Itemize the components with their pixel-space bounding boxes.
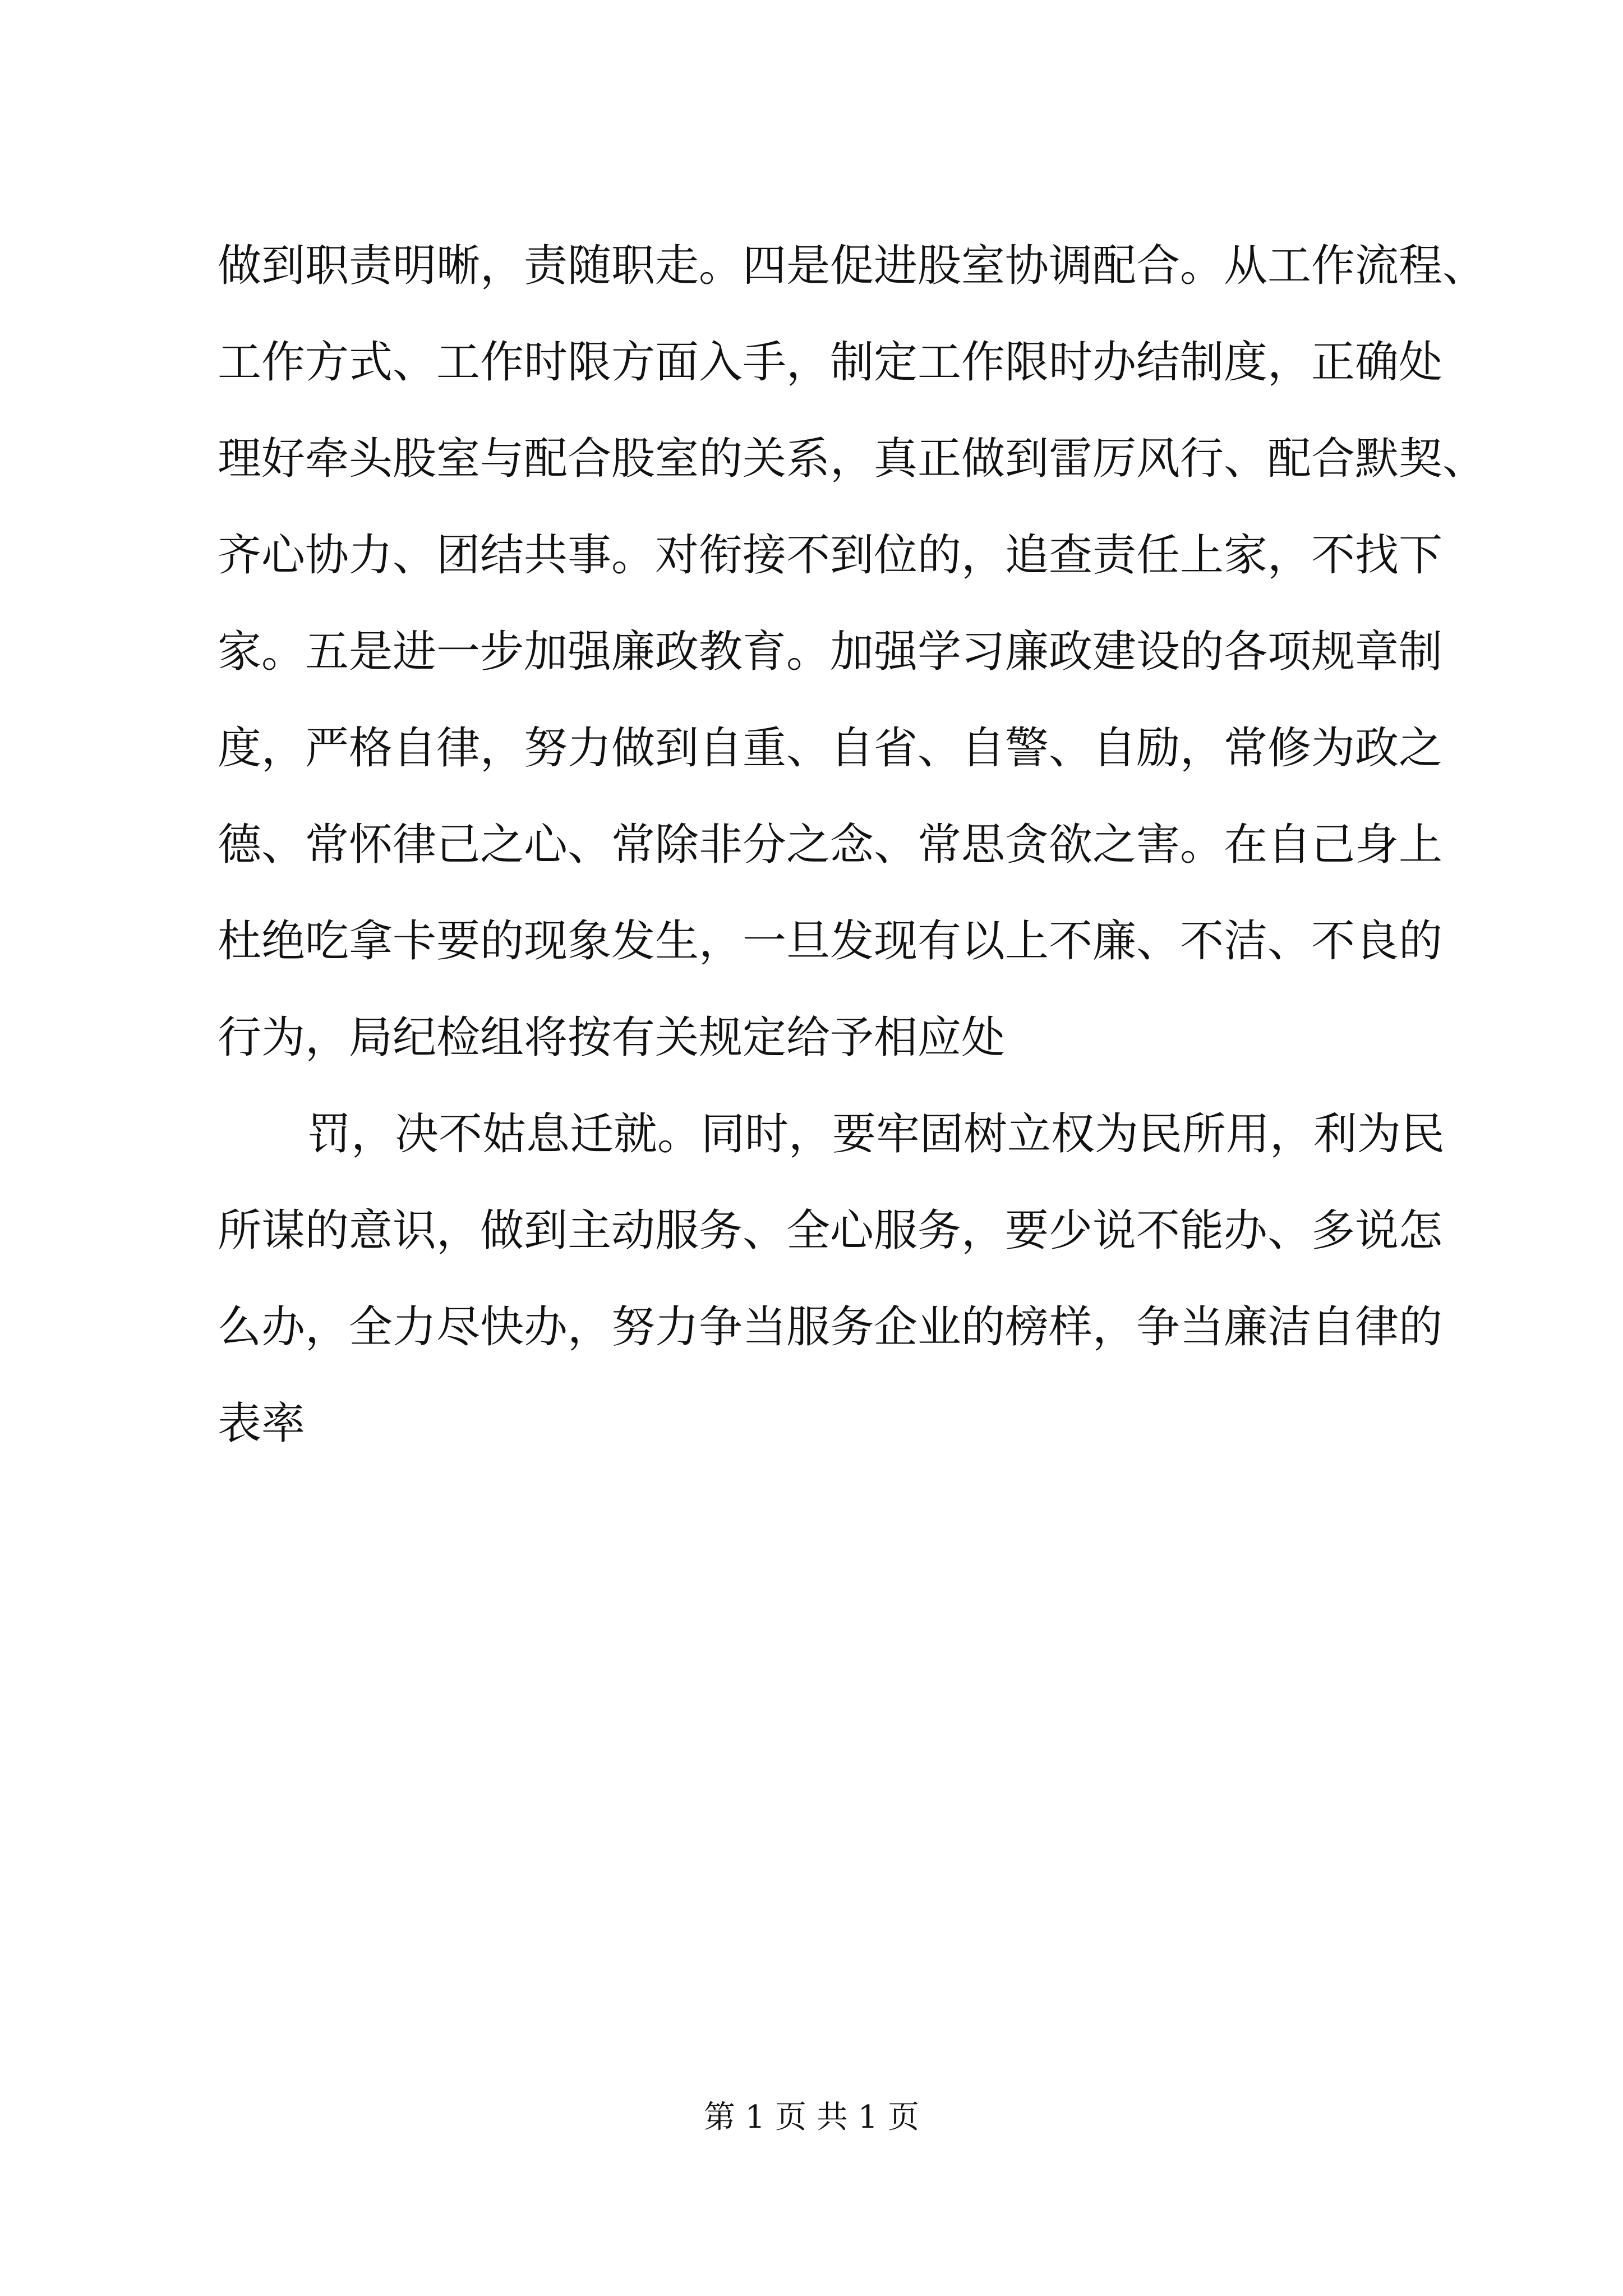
paragraph-line: 行为，局纪检组将按有关规定给予相应处	[218, 1013, 1006, 1063]
paragraph-line: 杜绝吃拿卡要的现象发生，一旦发现有以上不廉、不洁、不良的	[218, 916, 1443, 967]
paragraph-line: 罚，决不姑息迁就。同时，要牢固树立权为民所用，利为民	[307, 1109, 1445, 1159]
paragraph-line: 理好牵头股室与配合股室的关系，真正做到雷厉风行、配合默契、	[218, 434, 1487, 484]
paragraph-line: 所谋的意识，做到主动服务、全心服务，要少说不能办、多说怎	[218, 1205, 1443, 1256]
paragraph-line: 么办，全力尽快办，努力争当服务企业的榜样，争当廉洁自律的	[218, 1302, 1443, 1352]
paragraph-line: 做到职责明晰，责随职走。四是促进股室协调配合。从工作流程、	[218, 241, 1487, 291]
paragraph-1	[218, 218, 1487, 1086]
paragraph-line: 德、常怀律己之心、常除非分之念、常思贪欲之害。在自己身上	[218, 820, 1443, 870]
page-number-footer: 第 1 页 共 1 页	[703, 2099, 920, 2136]
document-body	[218, 218, 1487, 1472]
paragraph-line: 齐心协力、团结共事。对衔接不到位的，追查责任上家，不找下	[218, 530, 1443, 581]
paragraph-line: 工作方式、工作时限方面入手，制定工作限时办结制度，正确处	[218, 337, 1443, 388]
paragraph-line: 家。五是进一步加强廉政教育。加强学习廉政建设的各项规章制	[218, 627, 1443, 677]
paragraph-2	[218, 1086, 1445, 1472]
paragraph-line: 表率	[218, 1398, 306, 1449]
paragraph-line: 度，严格自律，努力做到自重、自省、自警、自励，常修为政之	[218, 723, 1443, 774]
